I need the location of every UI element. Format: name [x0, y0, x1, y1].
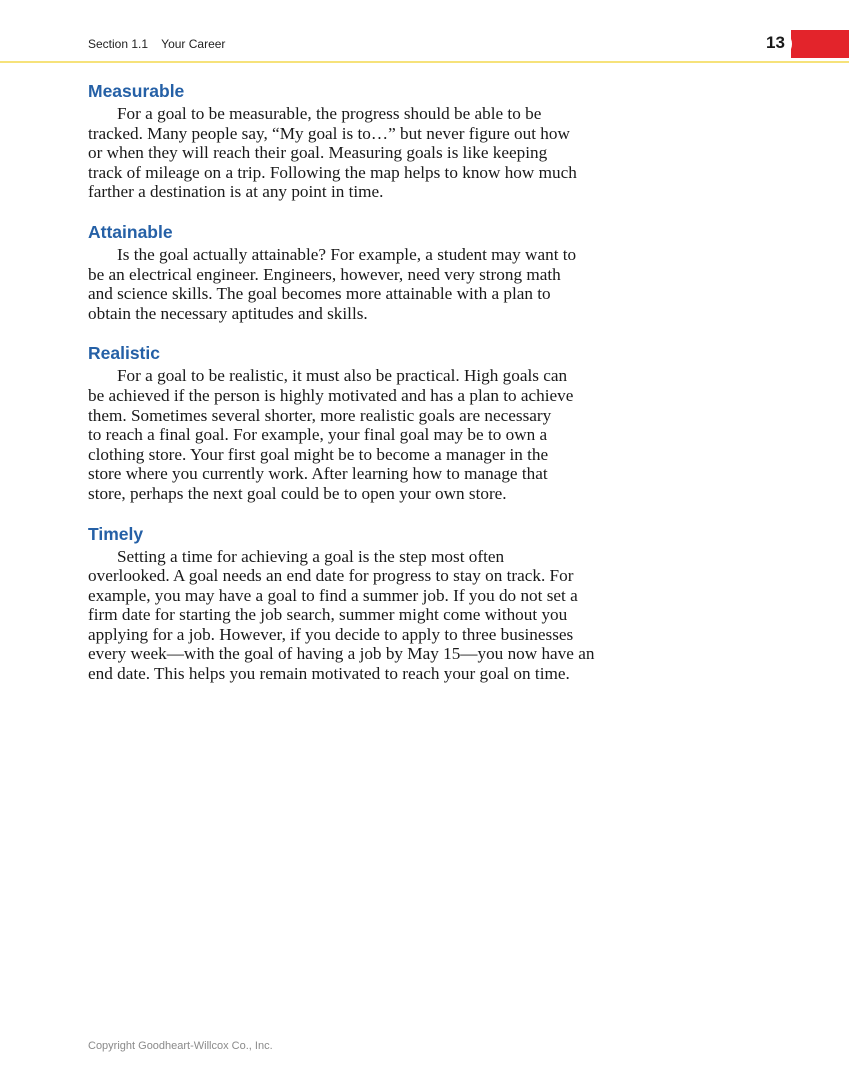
page-content — [88, 80, 613, 703]
section-title-realistic: Realistic — [88, 343, 160, 364]
section-body-attainable: Is the goal actually attainable? For example, a student may want to be an electrical engineer. Engineers, however, need very strong math and science skills. The goal becomes more attainable with a plan to obtain the necessary aptitudes and skills. — [88, 244, 577, 323]
section-attainable — [88, 221, 613, 323]
section-title-measurable: Measurable — [88, 81, 185, 101]
page-header — [0, 0, 849, 62]
section-title-timely: Timely — [88, 523, 144, 544]
page-number: 13 — [766, 33, 785, 52]
section-measurable — [88, 80, 613, 202]
section-realistic — [88, 342, 613, 503]
section-body-measurable: For a goal to be measurable, the progress should be able to be tracked. Many people say, “My goal is to…” but never figure out how or when they will reach their goal. Measuring goals is like keeping track of mileage on a trip. Following the map helps to know how much farther a destination is at any point in time. — [88, 104, 577, 202]
page-tab — [791, 30, 849, 58]
section-label: Section 1.1 Your Career — [88, 37, 226, 51]
section-timely — [88, 523, 613, 684]
section-body-timely: Setting a time for achieving a goal is the step most often overlooked. A goal needs an end date for progress to stay on track. For example, you may have a goal to find a summer job. If you do not set a firm date for starting the job search, summer might come without you applying for a job. However, if you decide to apply to three businesses every week—with the goal of having a job by May 15—you now have an end date. This helps you remain motivated to reach your goal on time. — [88, 546, 595, 684]
header-rule — [0, 61, 849, 63]
copyright-footer: Copyright Goodheart-Willcox Co., Inc. — [88, 1040, 273, 1052]
section-title-attainable: Attainable — [88, 221, 173, 242]
section-body-realistic: For a goal to be realistic, it must also be practical. High goals can be achieved if the person is highly motivated and has a plan to achieve them. Sometimes several shorter, more realistic goals are necessary to reach a final goal. For example, your final goal may be to own a clothing store. Your first goal might be to become a manager in the store where you currently work. After learning how to manage that store, perhaps the next goal could be to open your own store. — [88, 366, 574, 503]
